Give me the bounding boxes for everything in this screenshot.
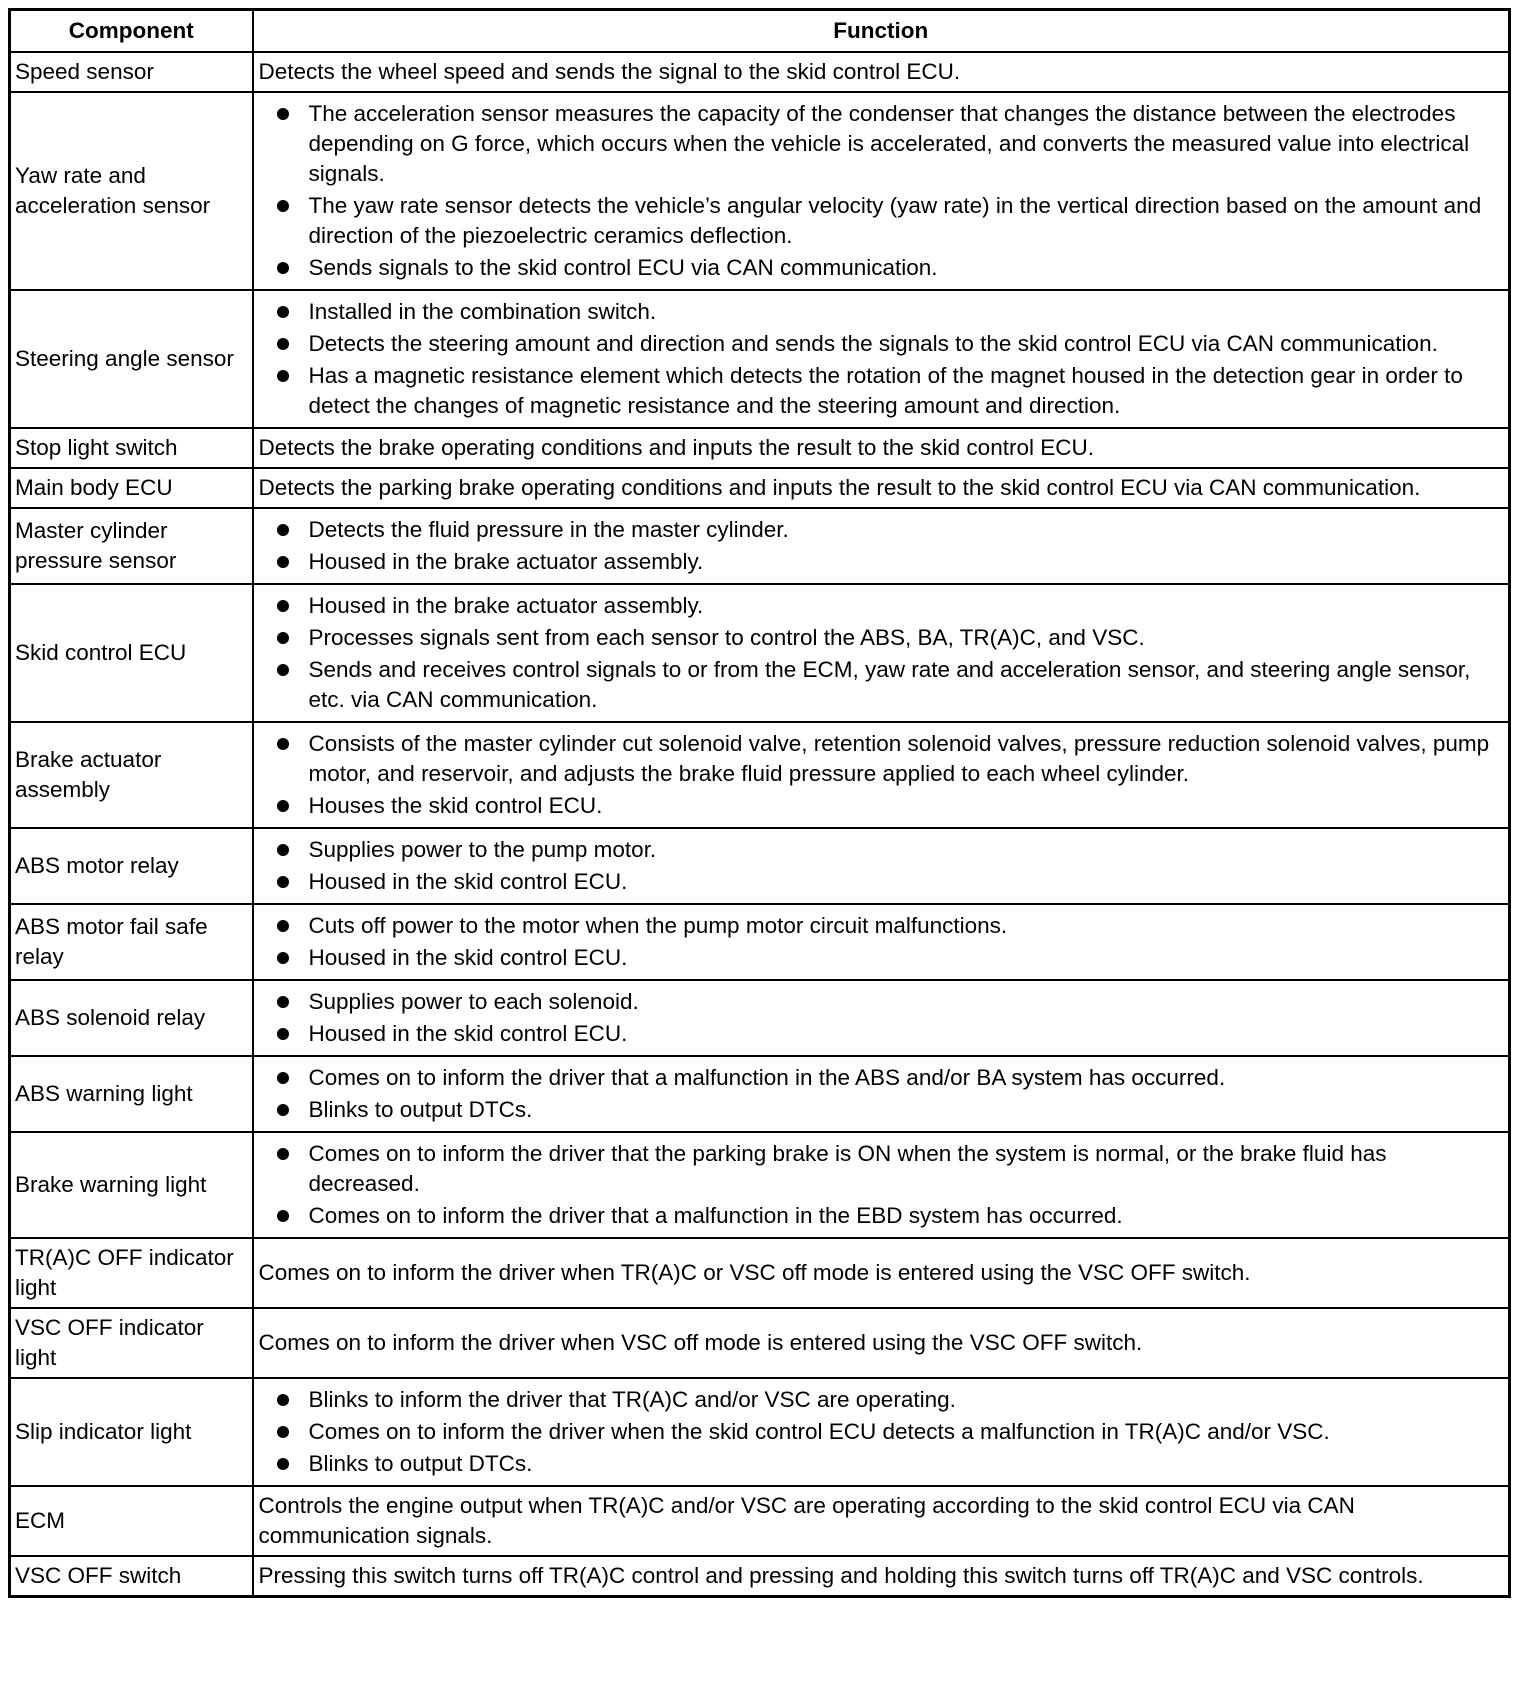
function-bullet-item: Comes on to inform the driver when the skid control ECU detects a malfunction in TR(A)C and/or VSC. [259,1417,1503,1447]
function-cell [253,290,1510,428]
component-cell: Yaw rate and acceleration sensor [10,92,253,290]
table-row [10,722,1510,828]
function-bullet-item: Sends signals to the skid control ECU via CAN communication. [259,253,1503,283]
function-bullet-list [259,835,1503,897]
function-bullet-item: Blinks to output DTCs. [259,1095,1503,1125]
function-cell [253,980,1510,1056]
function-bullet-item: Sends and receives control signals to or from the ECM, yaw rate and acceleration sensor, and steering angle sensor, etc. via CAN communication. [259,655,1503,715]
component-cell: VSC OFF indicator light [10,1308,253,1378]
table-row [10,52,1510,92]
function-bullet-item: Housed in the skid control ECU. [259,943,1503,973]
function-bullet-list [259,515,1503,577]
function-cell [253,828,1510,904]
table-row [10,508,1510,584]
component-cell: TR(A)C OFF indicator light [10,1238,253,1308]
component-cell: ABS motor relay [10,828,253,904]
table-row [10,290,1510,428]
table-row [10,1486,1510,1556]
function-bullet-item: Housed in the brake actuator assembly. [259,547,1503,577]
component-cell: VSC OFF switch [10,1556,253,1597]
table-row [10,1056,1510,1132]
component-function-table [8,8,1511,1598]
function-bullet-list [259,297,1503,421]
table-header-row [10,10,1510,53]
function-bullet-list [259,591,1503,715]
component-cell: Master cylinder pressure sensor [10,508,253,584]
function-cell [253,904,1510,980]
component-column-header: Component [10,10,253,53]
function-bullet-item: Comes on to inform the driver that a malfunction in the ABS and/or BA system has occurred. [259,1063,1503,1093]
function-column-header: Function [253,10,1510,53]
function-bullet-item: Supplies power to each solenoid. [259,987,1503,1017]
table-row [10,92,1510,290]
function-bullet-item: Housed in the skid control ECU. [259,867,1503,897]
function-cell [253,92,1510,290]
function-cell [253,1132,1510,1238]
table-row [10,468,1510,508]
function-bullet-item: Detects the fluid pressure in the master cylinder. [259,515,1503,545]
table-row [10,1132,1510,1238]
table-row [10,1238,1510,1308]
component-cell: Speed sensor [10,52,253,92]
function-bullet-item: Installed in the combination switch. [259,297,1503,327]
function-cell: Controls the engine output when TR(A)C and/or VSC are operating according to the skid control ECU via CAN communication signals. [253,1486,1510,1556]
function-bullet-item: Comes on to inform the driver that a malfunction in the EBD system has occurred. [259,1201,1503,1231]
function-cell: Detects the brake operating conditions and inputs the result to the skid control ECU. [253,428,1510,468]
table-row [10,1378,1510,1486]
function-bullet-list [259,729,1503,821]
function-bullet-list [259,911,1503,973]
function-bullet-item: Blinks to output DTCs. [259,1449,1503,1479]
function-cell [253,1378,1510,1486]
function-bullet-item: Housed in the brake actuator assembly. [259,591,1503,621]
table-row [10,980,1510,1056]
function-bullet-item: Comes on to inform the driver that the parking brake is ON when the system is normal, or the brake fluid has decreased. [259,1139,1503,1199]
component-cell: Stop light switch [10,428,253,468]
table-body [10,52,1510,1597]
table-row [10,1308,1510,1378]
function-bullet-list [259,1063,1503,1125]
component-cell: Brake warning light [10,1132,253,1238]
table-row [10,904,1510,980]
function-bullet-item: The yaw rate sensor detects the vehicle’s angular velocity (yaw rate) in the vertical direction based on the amount and direction of the piezoelectric ceramics deflection. [259,191,1503,251]
function-cell [253,1056,1510,1132]
table-row [10,828,1510,904]
component-cell: Main body ECU [10,468,253,508]
function-bullet-item: Blinks to inform the driver that TR(A)C and/or VSC are operating. [259,1385,1503,1415]
function-cell: Comes on to inform the driver when TR(A)C or VSC off mode is entered using the VSC OFF switch. [253,1238,1510,1308]
function-cell: Comes on to inform the driver when VSC off mode is entered using the VSC OFF switch. [253,1308,1510,1378]
function-bullet-list [259,1139,1503,1231]
function-bullet-item: Consists of the master cylinder cut solenoid valve, retention solenoid valves, pressure reduction solenoid valves, pump motor, and reservoir, and adjusts the brake fluid pressure applied to each wheel cylinder. [259,729,1503,789]
component-cell: Brake actuator assembly [10,722,253,828]
function-bullet-item: Housed in the skid control ECU. [259,1019,1503,1049]
function-bullet-list [259,99,1503,283]
component-cell: Steering angle sensor [10,290,253,428]
component-cell: ABS solenoid relay [10,980,253,1056]
function-bullet-item: Processes signals sent from each sensor to control the ABS, BA, TR(A)C, and VSC. [259,623,1503,653]
function-cell: Pressing this switch turns off TR(A)C control and pressing and holding this switch turns off TR(A)C and VSC controls. [253,1556,1510,1597]
function-cell: Detects the wheel speed and sends the signal to the skid control ECU. [253,52,1510,92]
function-bullet-item: The acceleration sensor measures the capacity of the condenser that changes the distance between the electrodes depending on G force, which occurs when the vehicle is accelerated, and converts the measured value into electrical signals. [259,99,1503,189]
component-cell: Skid control ECU [10,584,253,722]
component-cell: Slip indicator light [10,1378,253,1486]
function-cell [253,508,1510,584]
function-bullet-item: Cuts off power to the motor when the pump motor circuit malfunctions. [259,911,1503,941]
component-cell: ABS motor fail safe relay [10,904,253,980]
function-bullet-list [259,1385,1503,1479]
component-cell: ECM [10,1486,253,1556]
function-bullet-item: Houses the skid control ECU. [259,791,1503,821]
function-cell [253,722,1510,828]
function-bullet-item: Detects the steering amount and direction and sends the signals to the skid control ECU via CAN communication. [259,329,1503,359]
function-bullet-list [259,987,1503,1049]
function-cell: Detects the parking brake operating conditions and inputs the result to the skid control ECU via CAN communication. [253,468,1510,508]
table-row [10,584,1510,722]
component-cell: ABS warning light [10,1056,253,1132]
function-bullet-item: Has a magnetic resistance element which detects the rotation of the magnet housed in the detection gear in order to detect the changes of magnetic resistance and the steering amount and direction. [259,361,1503,421]
function-bullet-item: Supplies power to the pump motor. [259,835,1503,865]
table-row [10,428,1510,468]
function-cell [253,584,1510,722]
table-row [10,1556,1510,1597]
